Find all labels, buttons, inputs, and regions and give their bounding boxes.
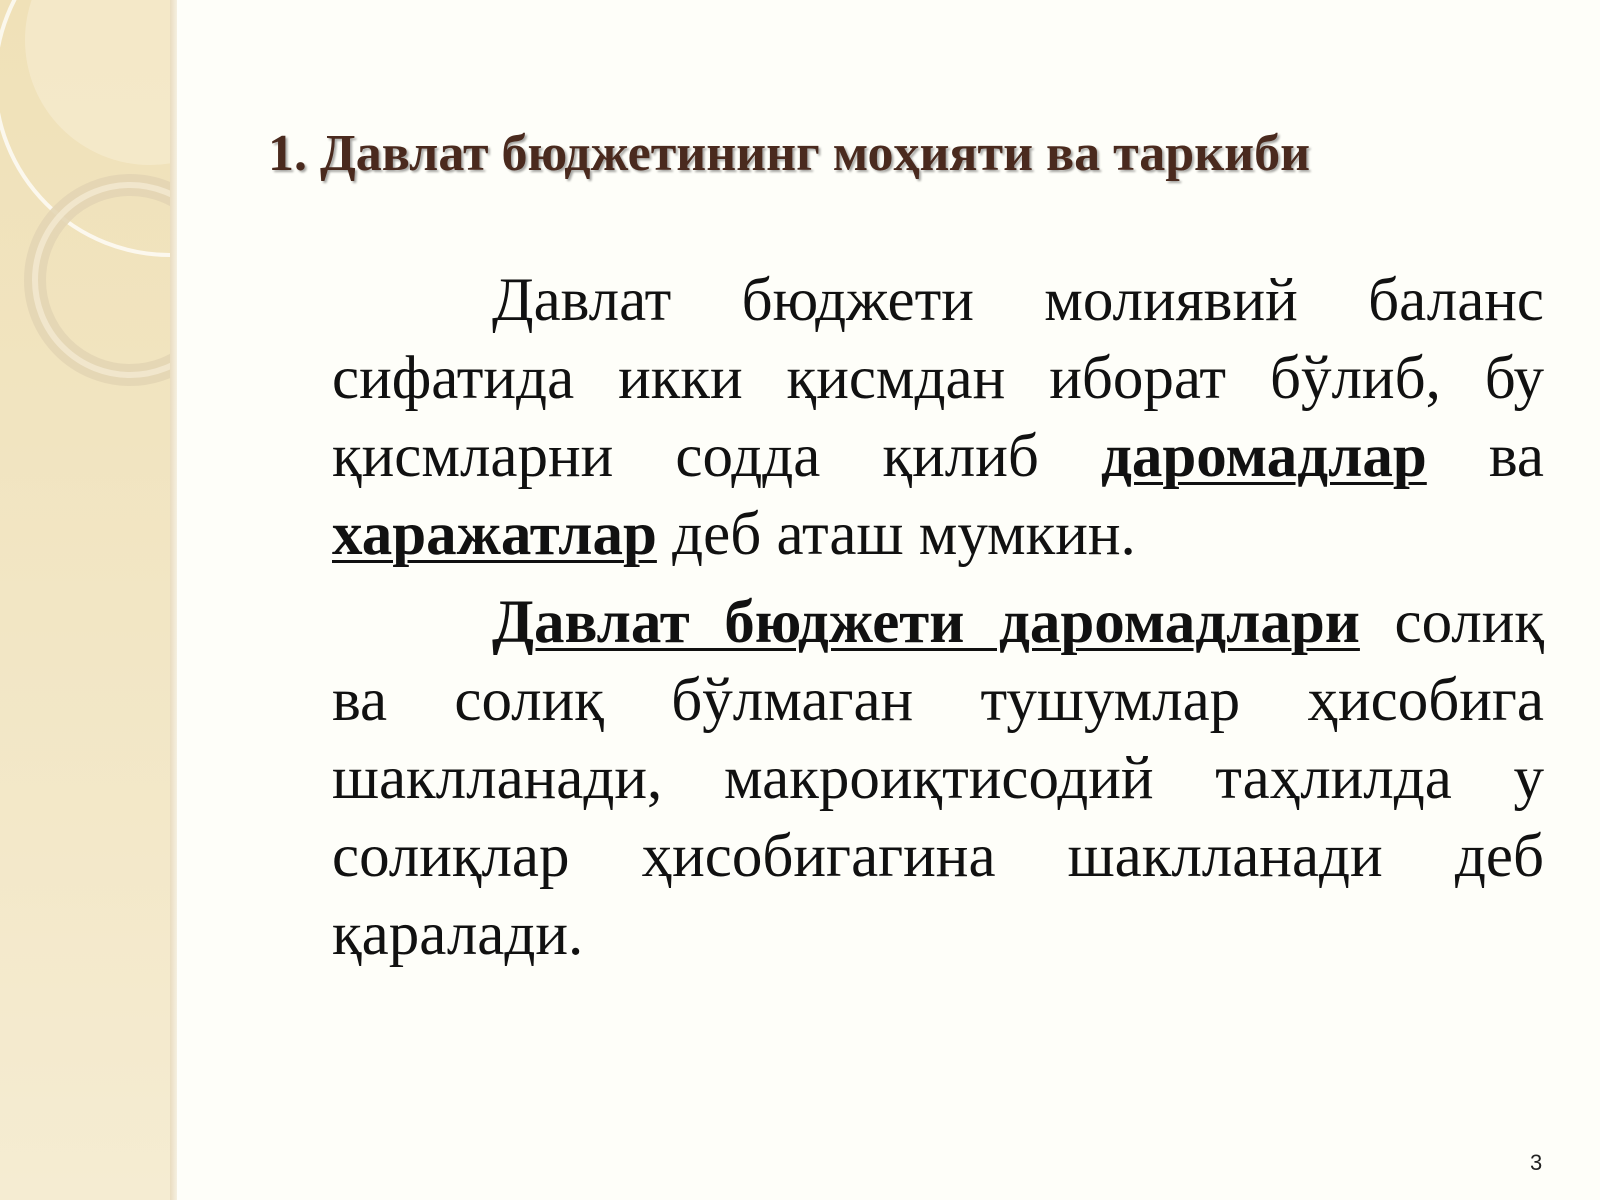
term-revenues: даромадлар <box>1101 423 1427 490</box>
paragraph-budget-definition <box>332 262 1544 574</box>
term-expenditures: харажатлар <box>332 501 657 568</box>
decorative-sidebar <box>0 0 170 1200</box>
paragraph-budget-revenues <box>332 584 1544 974</box>
term-budget-revenues: Давлат бюджети даромадлари <box>492 589 1360 656</box>
decorative-circles <box>0 0 170 1200</box>
sidebar-edge <box>170 0 177 1200</box>
slide-title: 1. Давлат бюджетининг моҳияти ва таркиби <box>268 125 1311 182</box>
paragraph2-text-rest: солиқ ва солиқ бўлмаган тушумлар ҳисобига шаклланади, макроиқтисодий таҳлилда у солиқлар ҳисобигагина шаклланади деб қаралади. <box>332 589 1544 968</box>
page-number: 3 <box>1530 1150 1543 1175</box>
paragraph1-text-part1: Давлат бюджети молиявий баланс сифатида икки қисмдан иборат бўлиб, бу қисмларни содда қилиб <box>332 267 1544 490</box>
paragraph1-text-part2: ва <box>1426 423 1544 490</box>
paragraph1-text-part3: деб аташ мумкин. <box>656 501 1136 568</box>
slide-body <box>332 262 1544 984</box>
